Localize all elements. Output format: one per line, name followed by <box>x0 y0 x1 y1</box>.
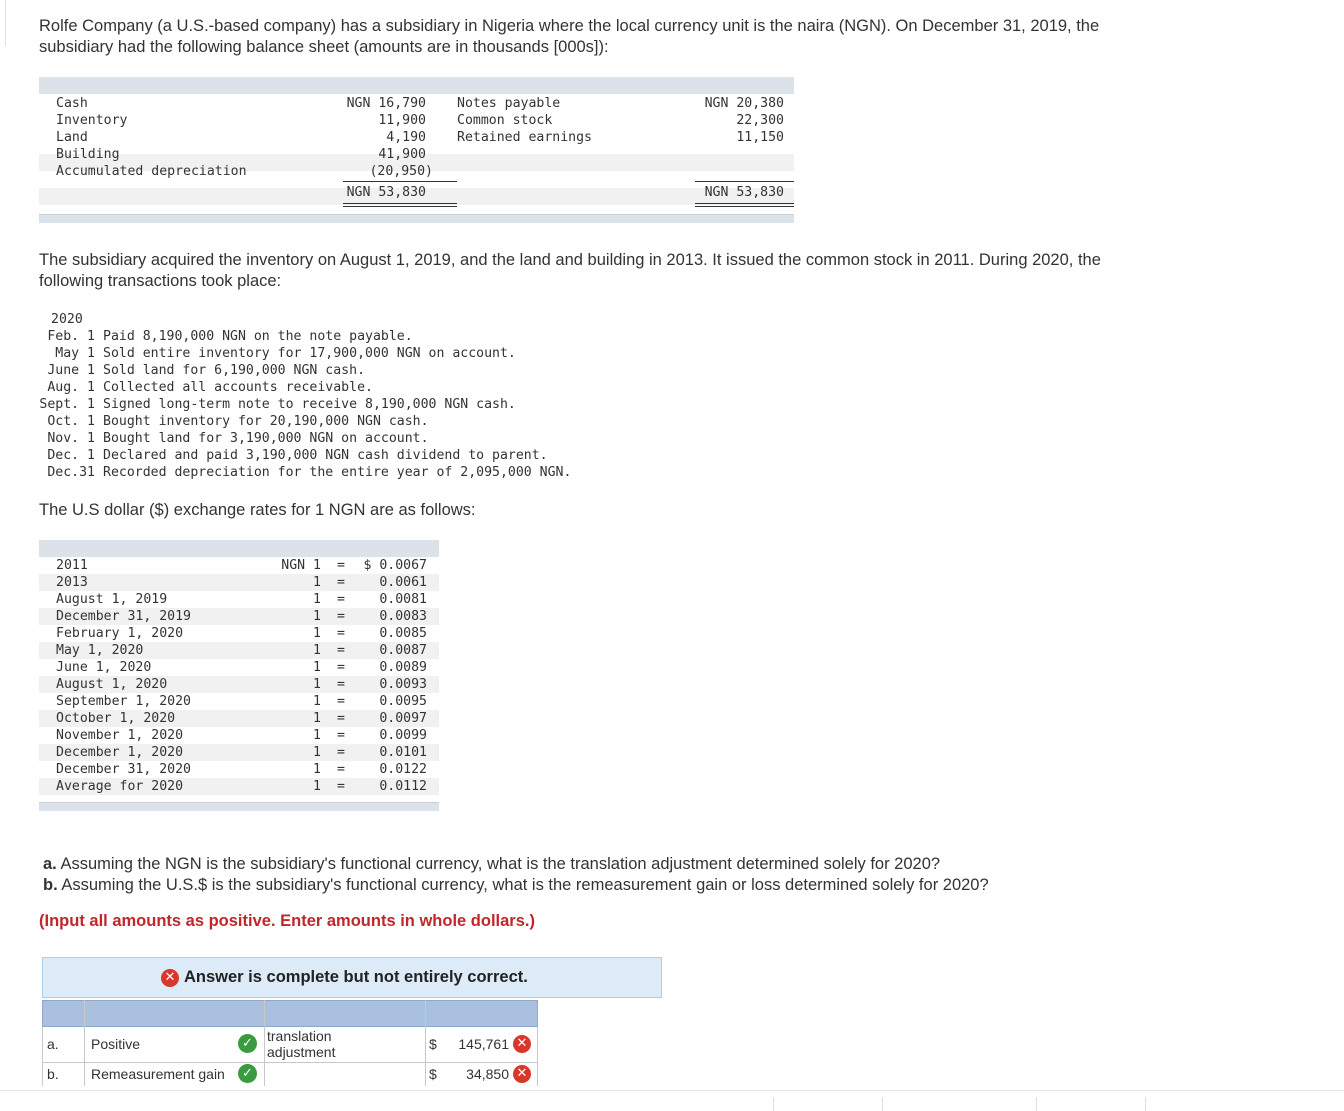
answer-table <box>42 1000 538 1086</box>
rate-row <box>39 727 439 744</box>
rate-date: 2011 <box>56 558 88 573</box>
asset-label: Inventory <box>56 113 128 128</box>
rate-row <box>39 659 439 676</box>
rate-usd: 0.0083 <box>379 609 427 624</box>
answer-a-select[interactable]: Positive <box>91 1036 141 1052</box>
liability-amount: NGN 20,380 <box>704 96 784 111</box>
rate-ngn: 1 <box>313 745 321 760</box>
footer-bar <box>0 1090 1344 1110</box>
liability-amount: 11,150 <box>736 130 784 145</box>
answer-b-value[interactable]: 34,850 <box>466 1066 509 1082</box>
transaction-row <box>39 396 571 413</box>
rate-row <box>39 676 439 693</box>
rate-row <box>39 608 439 625</box>
question-b <box>43 875 989 896</box>
transaction-date: Dec.31 <box>47 465 95 480</box>
rates-intro: The U.S dollar ($) exchange rates for 1 NGN are as follows: <box>39 501 476 519</box>
liability-label: Common stock <box>457 113 553 128</box>
rate-date: August 1, 2019 <box>56 592 168 607</box>
answer-a-desc <box>267 1028 335 1060</box>
question-a-text: Assuming the NGN is the subsidiary's functional currency, what is the translation adjustment determined solely for 2020? <box>60 855 941 873</box>
transaction-text: Bought inventory for 20,190,000 NGN cash. <box>103 414 429 429</box>
transaction-row <box>39 430 571 447</box>
transaction-text: Recorded depreciation for the entire year of 2,095,000 NGN. <box>103 465 572 480</box>
table-footer-band <box>39 214 794 223</box>
rate-row <box>39 591 439 608</box>
rate-ngn: NGN 1 <box>281 558 321 573</box>
left-edge-marker <box>0 0 6 46</box>
exchange-rates-table <box>39 540 439 811</box>
rate-usd: $ 0.0067 <box>363 558 427 573</box>
total-double-rule <box>695 203 794 207</box>
rate-date: August 1, 2020 <box>56 677 168 692</box>
transaction-text: Signed long-term note to receive 8,190,000 NGN cash. <box>103 397 516 412</box>
asset-amount: NGN 16,790 <box>346 96 426 111</box>
rate-row <box>39 693 439 710</box>
rate-eq: = <box>337 575 345 590</box>
rate-eq: = <box>337 677 345 692</box>
rate-date: October 1, 2020 <box>56 711 176 726</box>
rate-row <box>39 642 439 659</box>
rate-ngn: 1 <box>313 694 321 709</box>
rate-ngn: 1 <box>313 677 321 692</box>
checkmark-icon: ✓ <box>238 1064 257 1083</box>
rate-eq: = <box>337 779 345 794</box>
rate-eq: = <box>337 643 345 658</box>
rate-date: 2013 <box>56 575 88 590</box>
answer-table-header <box>42 1000 538 1027</box>
rate-usd: 0.0081 <box>379 592 427 607</box>
question-a <box>43 854 989 875</box>
rate-ngn: 1 <box>313 626 321 641</box>
transaction-text: Bought land for 3,190,000 NGN on account. <box>103 431 429 446</box>
rate-eq: = <box>337 728 345 743</box>
checkmark-icon: ✓ <box>238 1034 257 1053</box>
answer-a-letter: a. <box>47 1036 59 1052</box>
transaction-date: June 1 <box>47 363 95 378</box>
asset-label: Land <box>56 130 88 145</box>
question-b-text: Assuming the U.S.$ is the subsidiary's functional currency, what is the remeasurement gain or loss determined solely for 2020? <box>61 876 989 894</box>
rate-date: December 31, 2019 <box>56 609 191 624</box>
rate-usd: 0.0097 <box>379 711 427 726</box>
rate-ngn: 1 <box>313 592 321 607</box>
transaction-row <box>39 345 571 362</box>
asset-total: NGN 53,830 <box>346 185 426 200</box>
table-header-band <box>39 77 794 94</box>
transaction-text: Collected all accounts receivable. <box>103 380 373 395</box>
rate-date: December 1, 2020 <box>56 745 184 760</box>
result-banner <box>42 957 662 998</box>
rate-row <box>39 761 439 778</box>
rate-eq: = <box>337 660 345 675</box>
rate-eq: = <box>337 762 345 777</box>
answer-a-desc-line1: translation <box>267 1028 332 1044</box>
x-icon: ✕ <box>513 1064 531 1083</box>
rate-usd: 0.0122 <box>379 762 427 777</box>
x-icon: ✕ <box>513 1034 531 1053</box>
transaction-row <box>39 447 571 464</box>
question-b-label: b. <box>43 876 58 894</box>
rate-usd: 0.0087 <box>379 643 427 658</box>
transaction-date: May 1 <box>55 346 95 361</box>
transaction-date: Nov. 1 <box>47 431 95 446</box>
rate-date: June 1, 2020 <box>56 660 152 675</box>
rate-ngn: 1 <box>313 711 321 726</box>
liability-label: Retained earnings <box>457 130 592 145</box>
rate-date: February 1, 2020 <box>56 626 184 641</box>
rate-eq: = <box>337 711 345 726</box>
rate-ngn: 1 <box>313 728 321 743</box>
rate-row <box>39 710 439 727</box>
rate-date: May 1, 2020 <box>56 643 144 658</box>
answer-a-value[interactable]: 145,761 <box>458 1036 509 1052</box>
rate-row <box>39 574 439 591</box>
answer-a-currency: $ <box>429 1036 437 1052</box>
rate-eq: = <box>337 694 345 709</box>
rate-usd: 0.0095 <box>379 694 427 709</box>
liability-total: NGN 53,830 <box>704 185 784 200</box>
rate-eq: = <box>337 626 345 641</box>
rate-usd: 0.0101 <box>379 745 427 760</box>
asset-amount: 11,900 <box>378 113 426 128</box>
transaction-date: Aug. 1 <box>47 380 95 395</box>
transactions-list <box>39 311 571 481</box>
table-header-band <box>39 540 439 557</box>
rate-usd: 0.0061 <box>379 575 427 590</box>
rate-row <box>39 625 439 642</box>
rate-row <box>39 778 439 795</box>
transaction-row <box>39 464 571 481</box>
asset-amount: (20,950) <box>369 164 433 179</box>
rate-eq: = <box>337 609 345 624</box>
transaction-date: Oct. 1 <box>47 414 95 429</box>
transaction-row <box>39 362 571 379</box>
rate-ngn: 1 <box>313 660 321 675</box>
transaction-text: Sold land for 6,190,000 NGN cash. <box>103 363 366 378</box>
answer-b-letter: b. <box>47 1066 59 1082</box>
answer-b-currency: $ <box>429 1066 437 1082</box>
rate-date: September 1, 2020 <box>56 694 191 709</box>
rate-ngn: 1 <box>313 779 321 794</box>
subtotal-rule <box>695 181 794 182</box>
table-footer-band <box>39 802 439 811</box>
question-a-label: a. <box>43 855 57 873</box>
rate-date: December 31, 2020 <box>56 762 191 777</box>
transaction-date: Sept. 1 <box>39 397 95 412</box>
rate-usd: 0.0099 <box>379 728 427 743</box>
transaction-row <box>39 328 571 345</box>
rate-row <box>39 557 439 574</box>
subtotal-rule <box>343 181 457 182</box>
rate-date: November 1, 2020 <box>56 728 184 743</box>
asset-amount: 41,900 <box>378 147 426 162</box>
rate-row <box>39 744 439 761</box>
rate-date: Average for 2020 <box>56 779 184 794</box>
transaction-date: Feb. 1 <box>47 329 95 344</box>
answer-b-select[interactable]: Remeasurement gain <box>91 1066 225 1082</box>
questions <box>43 854 989 896</box>
rate-usd: 0.0089 <box>379 660 427 675</box>
transaction-date: Dec. 1 <box>47 448 95 463</box>
rate-ngn: 1 <box>313 609 321 624</box>
balance-sheet-table <box>39 77 794 223</box>
transactions-year: 2020 <box>51 312 83 327</box>
rate-eq: = <box>337 745 345 760</box>
rate-eq: = <box>337 592 345 607</box>
liability-amount: 22,300 <box>736 113 784 128</box>
asset-amount: 4,190 <box>386 130 426 145</box>
transaction-text: Sold entire inventory for 17,900,000 NGN on account. <box>103 346 516 361</box>
asset-label: Accumulated depreciation <box>56 164 247 179</box>
transaction-text: Paid 8,190,000 NGN on the note payable. <box>103 329 413 344</box>
asset-label: Building <box>56 147 120 162</box>
transaction-row <box>39 413 571 430</box>
x-icon: ✕ <box>161 969 179 987</box>
rate-usd: 0.0085 <box>379 626 427 641</box>
asset-label: Cash <box>56 96 88 111</box>
rate-ngn: 1 <box>313 575 321 590</box>
rate-eq: = <box>337 558 345 573</box>
acquisition-paragraph: The subsidiary acquired the inventory on August 1, 2019, and the land and building in 2013. It issued the common stock in 2011. During 2020, the following transactions took place: <box>39 251 1101 290</box>
rate-ngn: 1 <box>313 643 321 658</box>
answer-a-desc-line2: adjustment <box>267 1044 336 1060</box>
transaction-text: Declared and paid 3,190,000 NGN cash dividend to parent. <box>103 448 548 463</box>
instruction-text: (Input all amounts as positive. Enter amounts in whole dollars.) <box>39 912 535 930</box>
rate-usd: 0.0112 <box>379 779 427 794</box>
rate-usd: 0.0093 <box>379 677 427 692</box>
banner-text: Answer is complete but not entirely correct. <box>184 968 528 986</box>
total-double-rule <box>343 203 457 207</box>
intro-paragraph: Rolfe Company (a U.S.-based company) has a subsidiary in Nigeria where the local currency unit is the naira (NGN). On December 31, 2019, the subsidiary had the following balance sheet (amounts are in thousands [000s]): <box>39 17 1100 56</box>
liability-label: Notes payable <box>457 96 561 111</box>
transaction-row <box>39 379 571 396</box>
rate-ngn: 1 <box>313 762 321 777</box>
